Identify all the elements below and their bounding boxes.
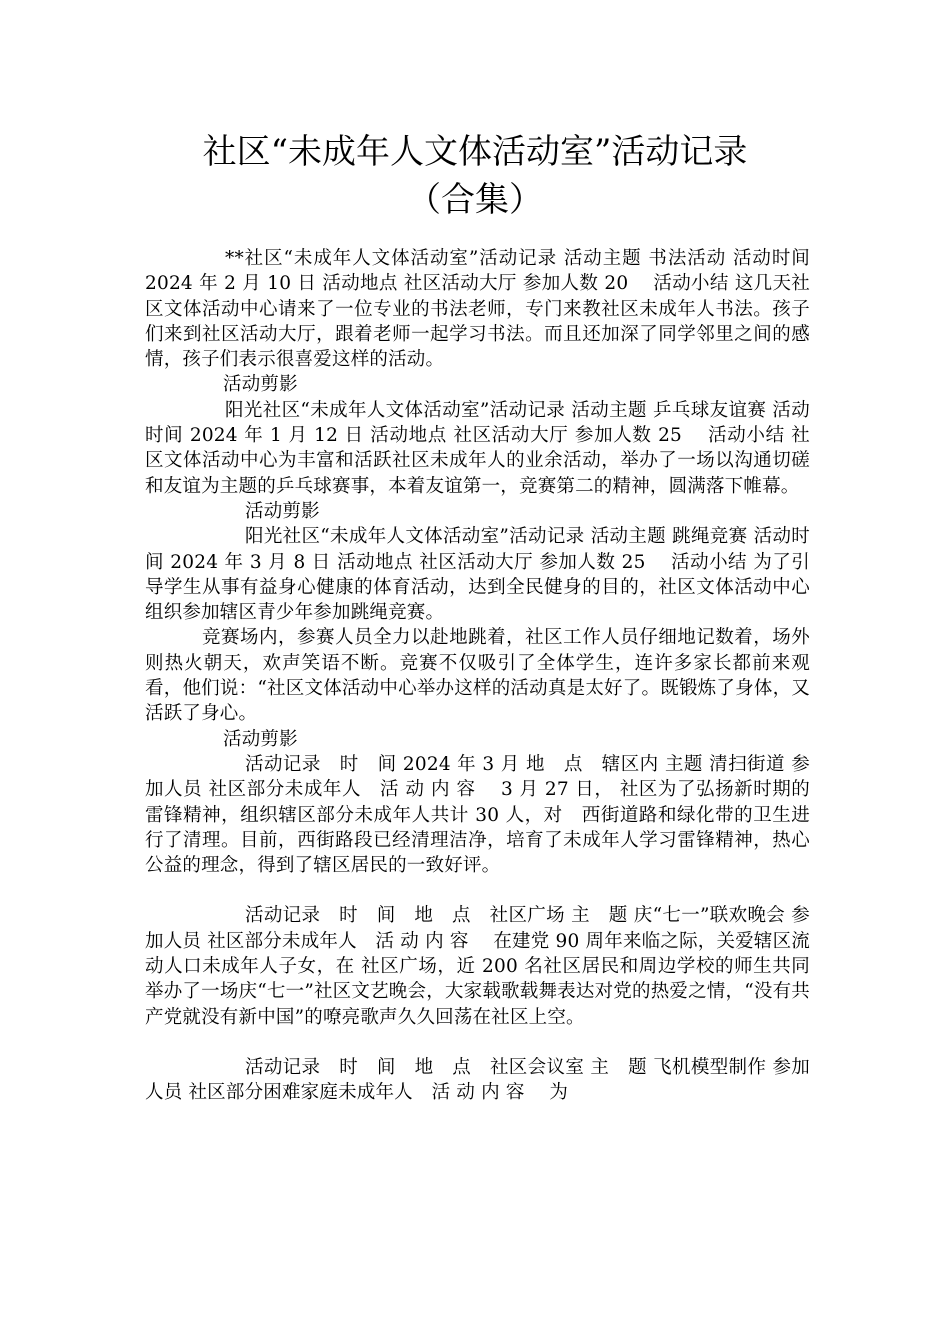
paragraph-gap [145, 878, 810, 903]
photo-caption: 活动剪影 [223, 374, 298, 396]
record-calligraphy: **社区“未成年人文体活动室”活动记录 活动主题 书法活动 活动时间 2024 年 2 月 10 日 活动地点 社区活动大厅 参加人数 20 活动小结 这几天社区文体活动中心请来了一位专业的书法老师，专门来教社区未成年人书法。孩子们来到社区活动大厅，跟着老师一起学习书法。而且还加深了同学邻里之间的感情，孩子们表示很喜爱这样的活动。 [145, 248, 810, 371]
record-street-cleaning: 活动记录 时 间 2024 年 3 月 地 点 辖区内 主题 清扫街道 参加人员 社区部分未成年人 活 动 内 容 3 月 27 日， 社区为了弘扬新时期的雷锋精神，组织辖区部分未成年人共计 30 人，对 西街道路和绿化带的卫生进行了清理。目前，西街路段已经清理洁净，培育了未成年人学习雷锋精神，热心公益的理念，得到了辖区居民的一致好评。 [145, 753, 810, 877]
photo-caption: 活动剪影 [223, 728, 298, 750]
record-july-first-gala: 活动记录 时 间 地 点 社区广场 主 题 庆“七一”联欢晚会 参加人员 社区部分未成年人 活 动 内 容 在建党 90 周年来临之际，关爱辖区流动人口未成年人子女，在 社区广场，近 200 名社区居民和周边学校的师生共同举办了一场庆“七一”社区文艺晚会，大家载歌载舞表达对党的热爱之情，“没有共产党就没有新中国”的嘹亮歌声久久回荡在社区上空。 [145, 905, 810, 1028]
document-body [145, 246, 810, 1106]
document-subtitle: （合集） [407, 180, 543, 220]
record-rope-skipping-detail: 竞赛场内，参赛人员全力以赴地跳着，社区工作人员仔细地记数着，场外则热火朝天，欢声笑语不断。竞赛不仅吸引了全体学生，连许多家长都前来观看，他们说：“社区文体活动中心举办这样的活动真是太好了。既锻炼了身体，又活跃了身心。 [145, 627, 810, 725]
record-rope-skipping: 阳光社区“未成年人文体活动室”活动记录 活动主题 跳绳竞赛 活动时间 2024 年 3 月 8 日 活动地点 社区活动大厅 参加人数 25 活动小结 为了引导学生从事有益身心健康的体育活动，达到全民健身的目的，社区文体活动中心组织参加辖区青少年参加跳绳竞赛。 [145, 526, 810, 624]
document-title: 社区“未成年人文体活动室”活动记录 [202, 132, 748, 172]
photo-caption: 活动剪影 [245, 500, 320, 522]
record-table-tennis: 阳光社区“未成年人文体活动室”活动记录 活动主题 乒乓球友谊赛 活动时间 2024 年 1 月 12 日 活动地点 社区活动大厅 参加人数 25 活动小结 社区文体活动中心为丰富和活跃社区未成年人的业余活动，举办了一场以沟通切磋和友谊为主题的乒乓球赛事，本着友谊第一，竞赛第二的精神，圆满落下帷幕。 [145, 399, 810, 497]
record-aircraft-model: 活动记录 时 间 地 点 社区会议室 主 题 飞机模型制作 参加人员 社区部分困难家庭未成年人 活 动 内 容 为 [145, 1056, 810, 1104]
paragraph-gap [145, 1030, 810, 1055]
